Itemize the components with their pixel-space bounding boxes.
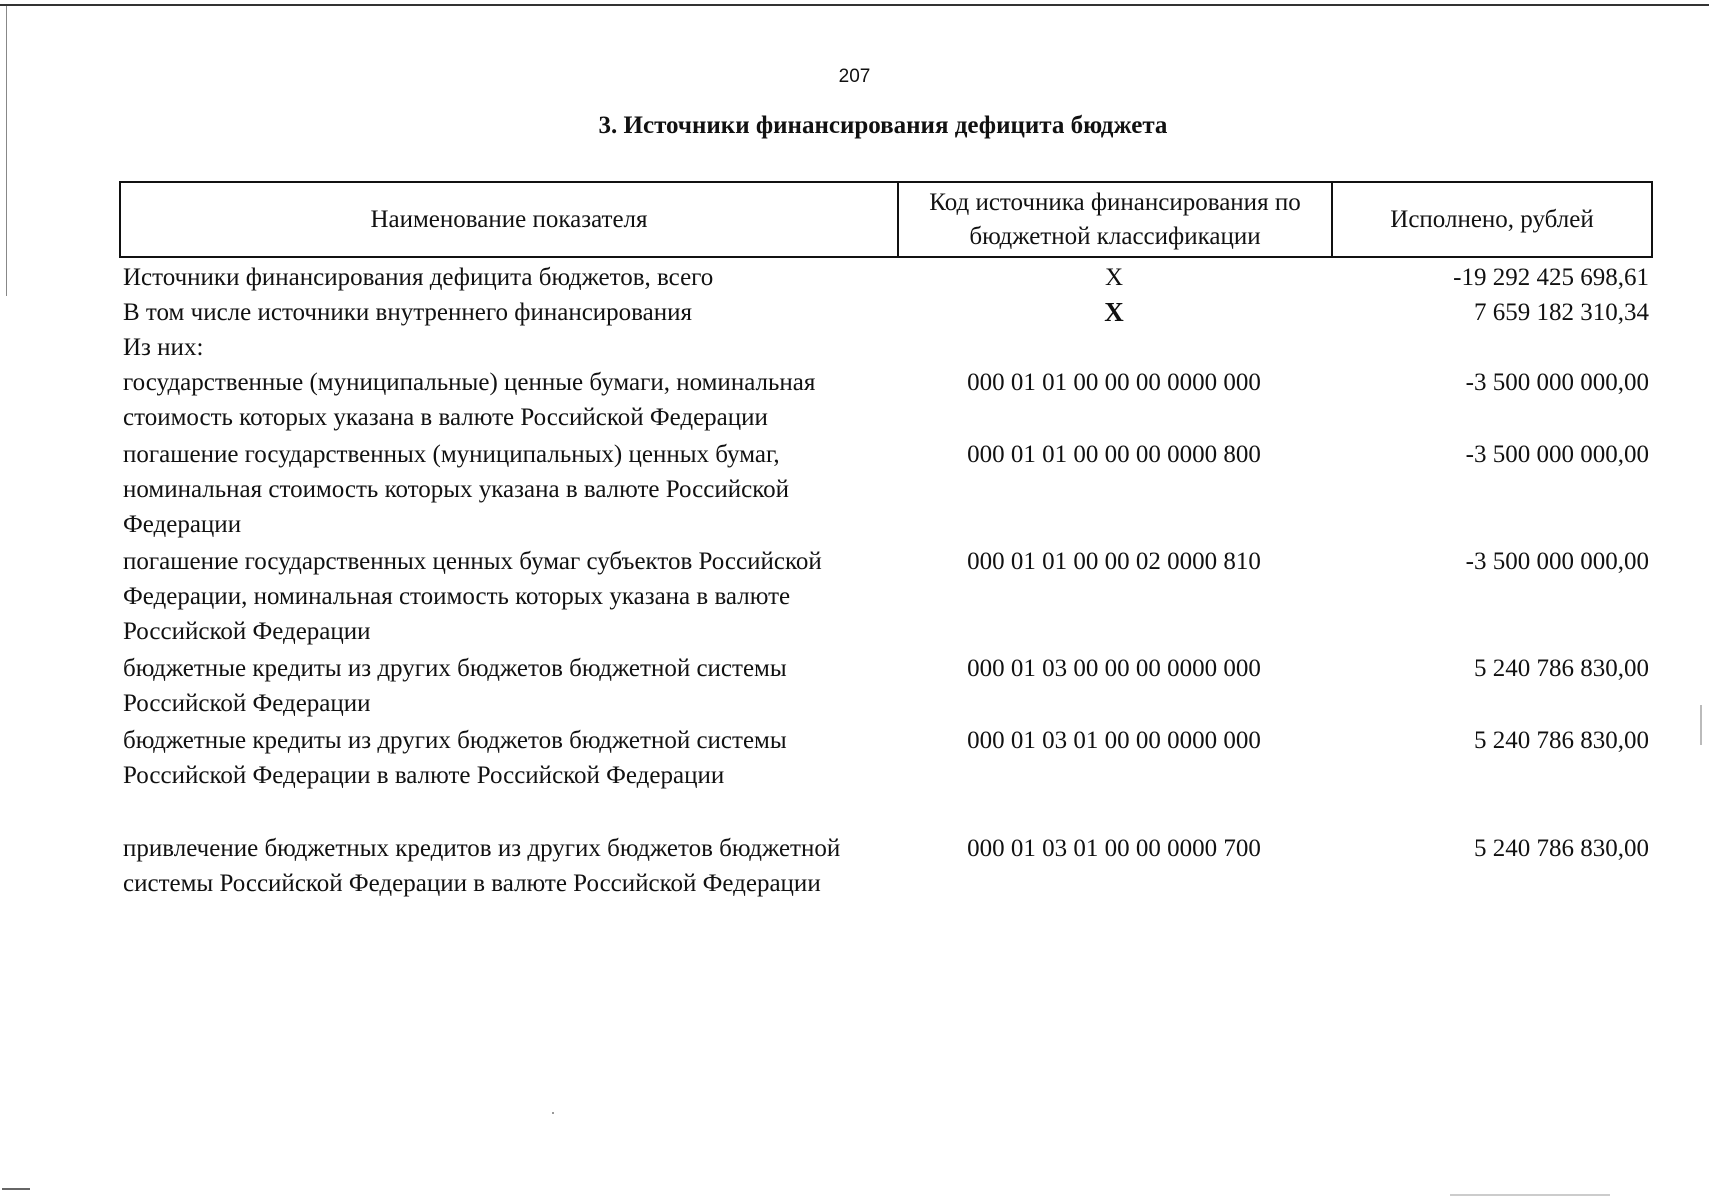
- row-amount: -3 500 000 000,00: [1465, 369, 1649, 396]
- table-header: [119, 181, 1653, 258]
- table-row: [119, 365, 1653, 435]
- table-body: [119, 260, 1653, 901]
- header-code: [899, 183, 1333, 256]
- row-name: погашение государственных ценных бумаг субъектов Российской Федерации, номинальная стоимость которых указана в валюте Российской Федерации: [123, 548, 822, 645]
- row-amount: -19 292 425 698,61: [1453, 264, 1649, 291]
- row-amount: -3 500 000 000,00: [1465, 548, 1649, 575]
- row-name: В том числе источники внутреннего финансирования: [123, 299, 692, 326]
- table-row: [119, 831, 1653, 901]
- row-name: Из них:: [123, 334, 204, 361]
- scan-left-border: [6, 6, 7, 296]
- header-code-label: Код источника финансирования по бюджетной классификации: [929, 188, 1301, 250]
- table-row: [119, 723, 1653, 793]
- page-number: 207: [838, 66, 871, 87]
- row-code: 000 01 01 00 00 00 0000 800: [967, 441, 1261, 468]
- row-code: X: [1104, 264, 1124, 291]
- row-amount: [1331, 330, 1653, 365]
- table-row: [119, 651, 1653, 721]
- scan-speck: [1700, 705, 1702, 745]
- row-name: погашение государственных (муниципальных) ценных бумаг, номинальная стоимость которых указана в валюте Российской Федерации: [123, 441, 789, 538]
- scan-top-border: [0, 4, 1709, 6]
- row-code: X: [1104, 297, 1124, 327]
- row-amount: 5 240 786 830,00: [1474, 835, 1649, 862]
- table-row: [119, 295, 1653, 330]
- document-title: 3. Источники финансирования дефицита бюджета: [598, 112, 1168, 139]
- row-name: бюджетные кредиты из других бюджетов бюджетной системы Российской Федерации в валюте Российской Федерации: [123, 727, 787, 789]
- row-amount: 5 240 786 830,00: [1474, 655, 1649, 682]
- table-row: [119, 544, 1653, 649]
- row-name: бюджетные кредиты из других бюджетов бюджетной системы Российской Федерации: [123, 655, 787, 717]
- row-code: 000 01 03 00 00 00 0000 000: [967, 655, 1261, 682]
- row-code: 000 01 03 01 00 00 0000 000: [967, 727, 1261, 754]
- row-code: 000 01 01 00 00 02 0000 810: [967, 548, 1261, 575]
- row-amount: -3 500 000 000,00: [1465, 441, 1649, 468]
- table-row: [119, 260, 1653, 295]
- table-row: [119, 437, 1653, 542]
- header-amount: Исполнено, рублей: [1390, 205, 1594, 233]
- row-code: 000 01 01 00 00 00 0000 000: [967, 369, 1261, 396]
- row-amount: 5 240 786 830,00: [1474, 727, 1649, 754]
- row-name: государственные (муниципальные) ценные бумаги, номинальная стоимость которых указана в валюте Российской Федерации: [123, 369, 816, 431]
- row-name: Источники финансирования дефицита бюджетов, всего: [123, 264, 714, 291]
- row-code: [897, 330, 1331, 365]
- scan-speck: [2, 1188, 30, 1190]
- table-row: [119, 330, 1653, 365]
- row-name: привлечение бюджетных кредитов из других бюджетов бюджетной системы Российской Федерации в валюте Российской Федерации: [123, 835, 841, 897]
- header-name: Наименование показателя: [121, 183, 899, 256]
- scan-speck: [1450, 1194, 1610, 1196]
- row-code: 000 01 03 01 00 00 0000 700: [967, 835, 1261, 862]
- scan-speck: [552, 1112, 554, 1114]
- row-amount: 7 659 182 310,34: [1474, 299, 1649, 326]
